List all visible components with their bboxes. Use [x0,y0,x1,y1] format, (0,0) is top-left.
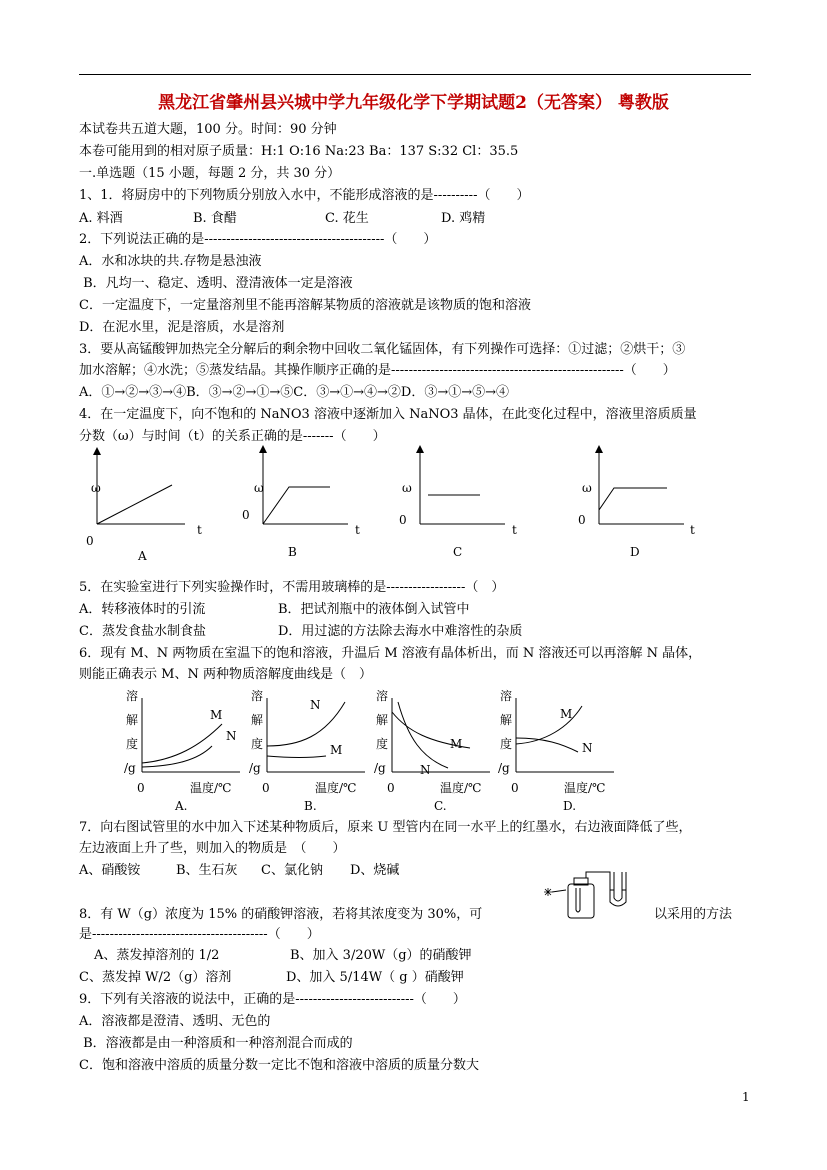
q6-c-ylabel: 解 [376,713,389,727]
q4-a-omega: ω [91,481,101,495]
q6-d-n: N [582,741,593,755]
q6-b-xlabel: 温度/℃ [315,781,357,795]
q5-option-d: D．用过滤的方法除去海水中难溶性的杂质 [278,624,523,639]
question-3-line: 3．要从高锰酸钾加热完全分解后的剩余物中回收二氧化锰固体，有下列操作可选择：①过滤；②烘干；③ [79,342,686,357]
q4-graphs [0,440,827,570]
intro-line: 本试卷共五道大题，100 分。时间：90 分钟 [79,122,337,137]
q7-option-b: B、生石灰 [176,863,238,878]
q6-b-m: M [330,743,343,757]
page-number: 1 [742,1090,750,1104]
q6-graph-b [249,688,365,813]
q2-option-d: D．在泥水里，泥是溶质，水是溶剂 [79,320,285,335]
q6-b-n: N [310,698,321,712]
q6-c-ylabel: 度 [376,737,389,751]
q4-d-omega: ω [582,481,592,495]
q4-d-zero: 0 [578,513,586,527]
q6-d-ylabel: 度 [500,737,513,751]
q6-d-ylabel: 解 [500,713,513,727]
q2-option-b: B．凡均一、稳定、透明、澄清液体一定是溶液 [79,276,353,291]
q5-option-c: C．蒸发食盐水制食盐 [79,624,206,639]
q6-b-ylabel: /g [249,761,261,775]
q6-a-curve-n [142,746,212,767]
q6-d-ylabel: /g [498,761,510,775]
q9-option-c: C．饱和溶液中溶质的质量分数一定比不饱和溶液中溶质的质量分数大 [79,1058,479,1073]
q6-a-curve-m [142,724,222,763]
intro-line: 本卷可能用到的相对原子质量：H:1 O:16 Na:23 Ba：137 S:32 Cl：35.5 [79,144,519,159]
question-6-line: 6．现有 M、N 两物质在室温下的饱和溶液，升温后 M 溶液有晶体析出，而 N 溶液还可以再溶解 N 晶体， [79,646,702,661]
q2-option-a: A．水和冰块的共.存物是悬浊液 [79,254,262,269]
q6-d-ylabel: 溶 [500,689,513,703]
q4-c-letter: C [453,545,463,559]
question-7-line: 左边液面上升了些，则加入的物质是 （ ） [79,841,346,856]
q8-option-c: C、蒸发掉 W/2（g）溶剂 [79,970,232,985]
q6-a-m: M [210,708,223,722]
q7-option-c: C、氯化钠 [261,863,323,878]
q4-a-t: t [197,523,202,537]
q1-option-a: A. 料酒 [79,211,123,226]
q6-b-ylabel: 解 [251,713,264,727]
q6-b-zero: 0 [262,781,270,795]
question-4-line: 4．在一定温度下，向不饱和的 NaNO3 溶液中逐渐加入 NaNO3 晶体，在此变化过程中，溶液里溶质质量 [79,407,697,422]
q8-option-d: D、加入 5/14W（ g ）硝酸钾 [286,970,464,985]
question-8-line: 8．有 W（g）浓度为 15% 的硝酸钾溶液，若将其浓度变为 30%，可 [79,907,483,922]
q4-b-letter: B [288,545,297,559]
q4-b-t: t [355,523,360,537]
q6-d-curve-n [516,738,578,752]
q6-c-zero: 0 [387,781,395,795]
q9-option-a: A．溶液都是澄清、透明、无色的 [79,1014,271,1029]
q5-option-a: A．转移液体时的引流 [79,602,206,617]
q5-option-b: B．把试剂瓶中的液体倒入试管中 [278,602,470,617]
q6-graph-d [498,688,614,813]
q4-a-curve [97,485,172,524]
q3-options: A．①→②→③→④B．③→②→①→⑤C．③→①→④→②D．③→①→⑤→④ [79,385,510,400]
q6-c-m: M [450,737,463,751]
q6-a-ylabel: 度 [126,737,139,751]
q4-a-letter: A [138,549,147,563]
q2-option-c: C．一定温度下，一定量溶剂里不能再溶解某物质的溶液就是该物质的饱和溶液 [79,298,531,313]
q6-c-xlabel: 温度/℃ [440,781,482,795]
q6-graph-a [124,688,240,813]
q6-b-ylabel: 溶 [251,689,264,703]
q8-option-a: A、蒸发掉溶剂的 1/2 [94,948,220,963]
q6-c-curve-n [398,702,448,768]
q6-a-zero: 0 [137,781,145,795]
q4-b-omega: ω [254,481,264,495]
question-6-line: 则能正确表示 M、N 两种物质溶解度曲线是（ ） [79,667,372,682]
q4-a-zero: 0 [86,534,94,548]
q6-d-xlabel: 温度/℃ [564,781,606,795]
q6-b-curve-n [267,702,345,746]
q6-a-xlabel: 温度/℃ [190,781,232,795]
q4-c-t: t [512,523,517,537]
q4-b-zero: 0 [242,508,250,522]
q4-graph-b [242,452,360,559]
q6-b-ylabel: 度 [251,737,264,751]
q6-d-m: M [560,707,573,721]
q4-c-omega: ω [402,481,412,495]
q4-d-letter: D [630,545,640,559]
q4-d-t: t [690,523,695,537]
q7-option-a: A、硝酸铵 [79,863,141,878]
q4-graph-a [86,454,202,563]
q4-c-zero: 0 [399,513,407,527]
q4-graph-c [399,452,517,559]
question-5-stem: 5．在实验室进行下列实验操作时，不需用玻璃棒的是------------------（ ） [79,580,505,595]
q1-option-c: C. 花生 [325,211,369,226]
u-tube-apparatus [540,868,640,926]
question-3-line: 加水溶解；④水洗；⑤蒸发结晶。其操作顺序正确的是-----------------------------------------------------（ ） [79,363,676,378]
q6-c-ylabel: /g [374,761,386,775]
q8-option-b: B、加入 3/20W（g）的硝酸钾 [290,948,472,963]
question-9-stem: 9．下列有关溶液的说法中，正确的是---------------------------（ ） [79,992,466,1007]
q6-b-letter: B. [304,799,317,813]
q6-c-n: N [420,763,431,777]
q6-c-letter: C. [434,799,447,813]
question-2-stem: 2．下列说法正确的是-----------------------------------------（ ） [79,232,437,247]
q6-a-ylabel: 溶 [126,689,139,703]
q6-a-ylabel: /g [124,761,136,775]
header-rule [79,74,751,75]
q1-option-b: B. 食醋 [193,211,237,226]
q6-a-ylabel: 解 [126,713,139,727]
question-1-stem: 1、1．将厨房中的下列物质分别放入水中，不能形成溶液的是----------（ ） [79,188,530,203]
q6-b-curve-m [267,756,326,758]
question-7-line: 7．向右图试管里的水中加入下述某种物质后，原来 U 型管内在同一水平上的红墨水，右边液面降低了些， [79,820,692,835]
question-8-line-end: 以采用的方法 [654,907,733,922]
q6-a-letter: A. [175,799,188,813]
q4-d-curve [599,488,667,510]
q6-d-letter: D. [563,799,577,813]
q6-graphs [0,686,827,816]
q1-option-d: D. 鸡精 [441,211,486,226]
q9-option-b: B．溶液都是由一种溶质和一种溶剂混合而成的 [79,1036,353,1051]
q6-a-n: N [226,729,237,743]
question-8-line: 是----------------------------------------（ ） [79,927,320,942]
q7-option-d: D、烧碱 [350,863,400,878]
q4-graph-d [578,452,695,559]
q6-d-zero: 0 [511,781,519,795]
section-heading: 一.单选题（15 小题，每题 2 分，共 30 分） [79,166,341,181]
q4-b-curve [263,487,330,524]
page-title: 黑龙江省肇州县兴城中学九年级化学下学期试题2（无答案） 粤教版 [158,93,669,113]
question-4-line: 分数（ω）与时间（t）的关系正确的是-------（ ） [79,429,386,444]
q6-graph-c [374,688,490,813]
q6-c-ylabel: 溶 [376,689,389,703]
